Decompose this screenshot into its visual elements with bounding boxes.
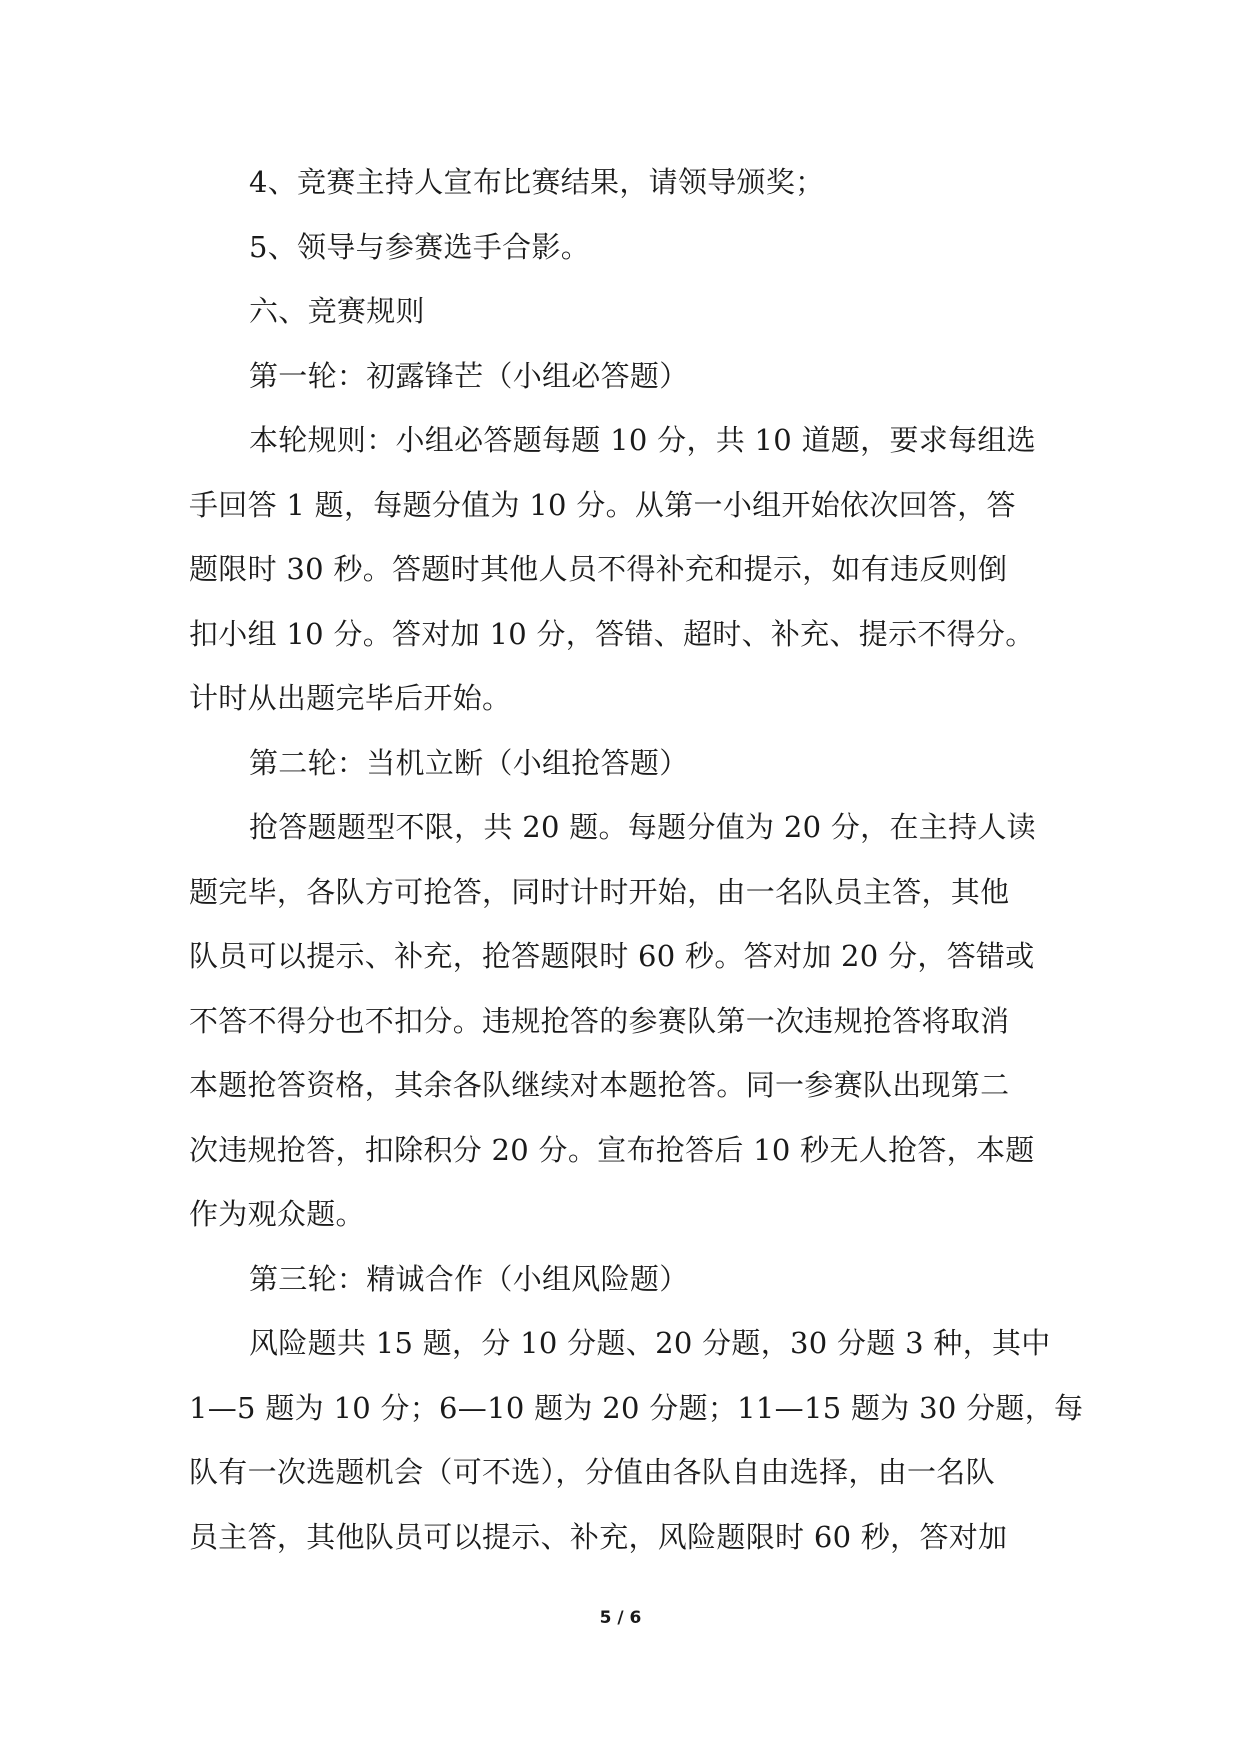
paragraph-line: 手回答 1 题，每题分值为 10 分。从第一小组开始依次回答，答 (189, 487, 1016, 522)
paragraph-line: 风险题共 15 题，分 10 分题、20 分题，30 分题 3 种，其中 (249, 1326, 1051, 1360)
round-two-heading: 第二轮：当机立断（小组抢答题） (249, 745, 689, 780)
paragraph-line: 不答不得分也不扣分。违规抢答的参赛队第一次违规抢答将取消 (189, 1003, 1010, 1038)
paragraph-line: 员主答，其他队员可以提示、补充，风险题限时 60 秒，答对加 (189, 1519, 1008, 1554)
paragraph-line: 本题抢答资格，其余各队继续对本题抢答。同一参赛队出现第二 (189, 1068, 1010, 1102)
list-item-award: 4、竞赛主持人宣布比赛结果，请领导颁奖； (249, 165, 825, 199)
paragraph-line: 队员可以提示、补充，抢答题限时 60 秒。答对加 20 分，答错或 (189, 939, 1035, 973)
paragraph-line: 队有一次选题机会（可不选），分值由各队自由选择，由一名队 (189, 1455, 995, 1489)
paragraph-line: 次违规抢答，扣除积分 20 分。宣布抢答后 10 秒无人抢答，本题 (189, 1132, 1035, 1167)
round-three-heading: 第三轮：精诚合作（小组风险题） (249, 1261, 689, 1296)
page-number: 5 / 6 (599, 1608, 642, 1628)
section-heading-rules: 六、竞赛规则 (249, 294, 425, 328)
document-body (189, 150, 1084, 1569)
paragraph-line: 计时从出题完毕后开始。 (189, 681, 512, 715)
paragraph-line: 题限时 30 秒。答题时其他人员不得补充和提示，如有违反则倒 (189, 552, 1008, 586)
paragraph-line: 题完毕，各队方可抢答，同时计时开始，由一名队员主答，其他 (189, 874, 1010, 909)
paragraph-line: 本轮规则：小组必答题每题 10 分，共 10 道题，要求每组选 (249, 423, 1036, 457)
paragraph-line: 1—5 题为 10 分；6—10 题为 20 分题；11—15 题为 30 分题，每 (189, 1390, 1084, 1425)
list-item-photo: 5、领导与参赛选手合影。 (249, 229, 591, 264)
paragraph-line: 抢答题题型不限，共 20 题。每题分值为 20 分，在主持人读 (249, 810, 1036, 844)
paragraph-line: 作为观众题。 (189, 1197, 365, 1231)
round-one-heading: 第一轮：初露锋芒（小组必答题） (249, 358, 689, 393)
paragraph-line: 扣小组 10 分。答对加 10 分，答错、超时、补充、提示不得分。 (189, 616, 1035, 651)
